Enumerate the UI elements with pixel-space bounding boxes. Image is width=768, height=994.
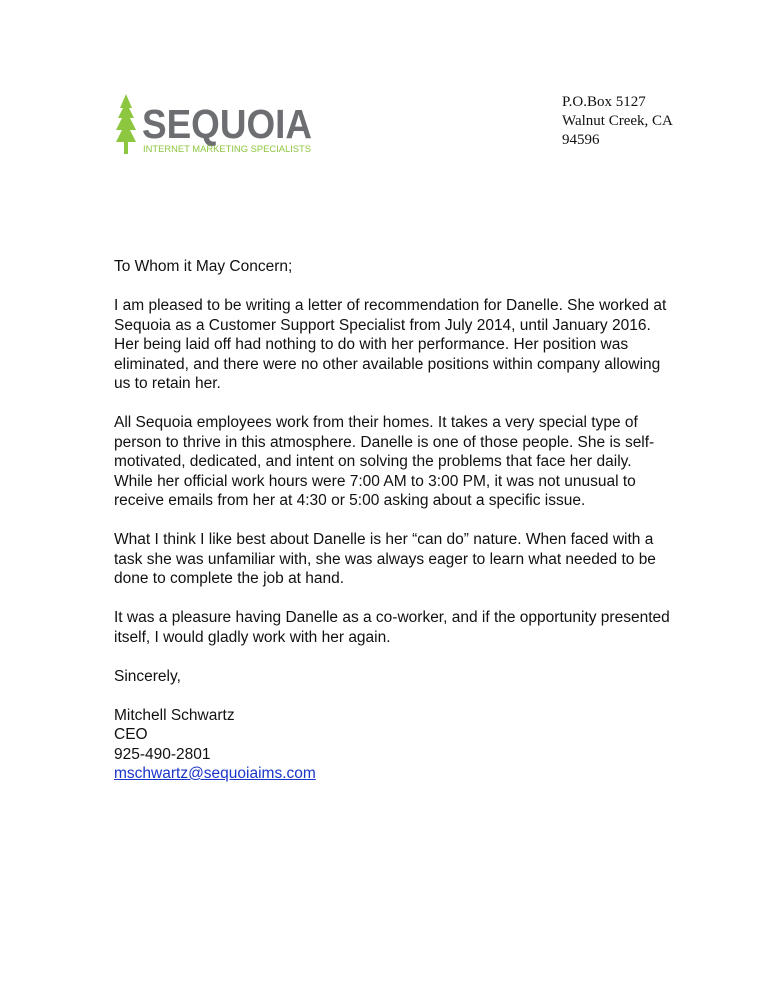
paragraph-line: While her official work hours were 7:00 AM to 3:00 PM, it was not unusual to bbox=[114, 472, 636, 490]
paragraph-line: All Sequoia employees work from their homes. It takes a very special type of bbox=[114, 414, 638, 431]
signer-name: Mitchell Schwartz bbox=[114, 706, 235, 724]
address-line-po-box: P.O.Box 5127 bbox=[562, 94, 646, 110]
address-line-zip: 94596 bbox=[562, 132, 600, 148]
pine-tree-icon bbox=[116, 94, 136, 154]
salutation: To Whom it May Concern; bbox=[114, 258, 293, 275]
signer-phone: 925-490-2801 bbox=[114, 745, 211, 763]
logo-tagline: INTERNET MARKETING SPECIALISTS bbox=[143, 144, 311, 155]
paragraph-4 bbox=[114, 608, 674, 647]
logo-wordmark: SEQUOIA bbox=[142, 101, 312, 147]
signature-block bbox=[114, 706, 674, 784]
paragraph-line: done to complete the job at hand. bbox=[114, 570, 345, 587]
closing: Sincerely, bbox=[114, 667, 181, 685]
company-address bbox=[562, 93, 673, 150]
paragraph-line: What I think I like best about Danelle is her “can do” nature. When faced with a bbox=[114, 531, 654, 548]
sequoia-logo-graphic bbox=[114, 94, 324, 156]
paragraph-line: eliminated, and there were no other available positions within company allowing bbox=[114, 355, 661, 373]
paragraph-line: I am pleased to be writing a letter of recommendation for Danelle. She worked at bbox=[114, 297, 667, 314]
paragraph-line: itself, I would gladly work with her again. bbox=[114, 628, 391, 646]
letter-body bbox=[114, 257, 674, 784]
paragraph-line: us to retain her. bbox=[114, 375, 221, 392]
signer-title: CEO bbox=[114, 726, 148, 743]
paragraph-line: Sequoia as a Customer Support Specialist from July 2014, until January 2016. bbox=[114, 316, 651, 334]
paragraph-line: person to thrive in this atmosphere. Danelle is one of those people. She is self- bbox=[114, 433, 655, 451]
paragraph-line: task she was unfamiliar with, she was always eager to learn what needed to be bbox=[114, 550, 656, 568]
paragraph-line: receive emails from her at 4:30 or 5:00 asking about a specific issue. bbox=[114, 492, 586, 509]
company-logo bbox=[114, 94, 324, 156]
signer-email-link[interactable]: mschwartz@sequoiaims.com bbox=[114, 765, 316, 782]
paragraph-line: motivated, dedicated, and intent on solving the problems that face her daily. bbox=[114, 453, 632, 470]
paragraph-line: Her being laid off had nothing to do with her performance. Her position was bbox=[114, 336, 629, 353]
paragraph-3 bbox=[114, 530, 674, 589]
paragraph-2 bbox=[114, 413, 674, 511]
paragraph-line: It was a pleasure having Danelle as a co-worker, and if the opportunity presented bbox=[114, 609, 670, 626]
address-line-city-state: Walnut Creek, CA bbox=[562, 113, 673, 129]
paragraph-1 bbox=[114, 296, 674, 394]
